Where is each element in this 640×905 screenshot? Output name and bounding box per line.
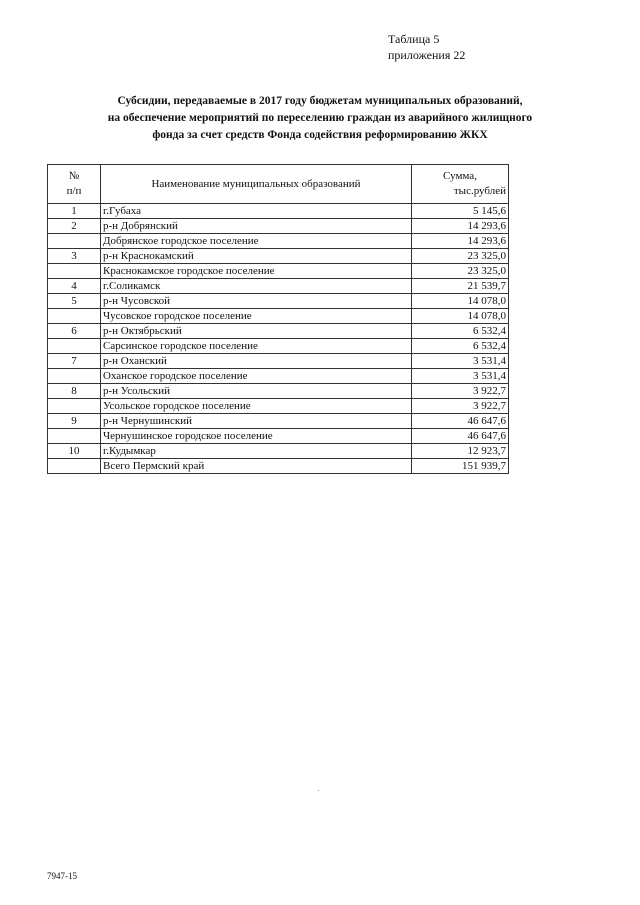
table-row [48, 324, 509, 339]
row-sum: 46 647,6 [412, 414, 509, 429]
subsidies-table [47, 164, 509, 474]
header-number-line-2: п/п [66, 185, 82, 197]
table-row [48, 459, 509, 474]
row-name: Краснокамское городское поселение [101, 264, 412, 279]
table-body [48, 204, 509, 474]
row-number: 3 [48, 249, 101, 264]
table-row [48, 444, 509, 459]
table-header-row [48, 165, 509, 204]
row-name: г.Губаха [101, 204, 412, 219]
row-sum: 3 922,7 [412, 384, 509, 399]
scan-speck [318, 790, 319, 791]
row-number: 6 [48, 324, 101, 339]
row-name: Чернушинское городское поселение [101, 429, 412, 444]
table-row [48, 309, 509, 324]
row-sum: 23 325,0 [412, 249, 509, 264]
row-sum: 14 078,0 [412, 309, 509, 324]
table-row [48, 249, 509, 264]
title-line-1: Субсидии, передаваемые в 2017 году бюджетам муниципальных образований, [117, 95, 523, 107]
row-name: Усольское городское поселение [101, 399, 412, 414]
row-sum: 14 293,6 [412, 234, 509, 249]
row-number [48, 459, 101, 474]
row-number: 10 [48, 444, 101, 459]
row-sum: 23 325,0 [412, 264, 509, 279]
table-row [48, 354, 509, 369]
table-row [48, 414, 509, 429]
row-name: Добрянское городское поселение [101, 234, 412, 249]
header-sum [412, 165, 509, 204]
row-sum: 3 531,4 [412, 369, 509, 384]
row-sum: 14 078,0 [412, 294, 509, 309]
header-number-line-1: № [68, 170, 80, 182]
header-sum-line-1: Сумма, [443, 170, 477, 182]
table-row [48, 234, 509, 249]
document-title [40, 93, 600, 144]
header-number [48, 165, 101, 204]
row-number: 9 [48, 414, 101, 429]
row-number [48, 309, 101, 324]
header-sum-line-2: тыс.рублей [453, 185, 506, 197]
row-sum: 46 647,6 [412, 429, 509, 444]
row-number [48, 264, 101, 279]
title-line-3: фонда за счет средств Фонда содействия реформированию ЖКХ [152, 129, 488, 141]
row-number [48, 339, 101, 354]
row-sum: 6 532,4 [412, 339, 509, 354]
row-name: р-н Усольский [101, 384, 412, 399]
row-name: Всего Пермский край [101, 459, 412, 474]
header-name: Наименование муниципальных образований [101, 165, 412, 204]
row-name: Сарсинское городское поселение [101, 339, 412, 354]
table-row [48, 384, 509, 399]
row-number [48, 234, 101, 249]
document-code: 7947-15 [47, 871, 77, 881]
row-name: Оханское городское поселение [101, 369, 412, 384]
row-name: р-н Октябрьский [101, 324, 412, 339]
row-name: р-н Краснокамский [101, 249, 412, 264]
table-row [48, 339, 509, 354]
table-row [48, 429, 509, 444]
row-sum: 21 539,7 [412, 279, 509, 294]
row-number: 1 [48, 204, 101, 219]
row-sum: 3 531,4 [412, 354, 509, 369]
row-sum: 12 923,7 [412, 444, 509, 459]
row-sum: 6 532,4 [412, 324, 509, 339]
row-number: 2 [48, 219, 101, 234]
table-reference [388, 31, 465, 63]
row-name: р-н Оханский [101, 354, 412, 369]
row-number: 8 [48, 384, 101, 399]
row-number [48, 399, 101, 414]
row-name: р-н Добрянский [101, 219, 412, 234]
row-name: р-н Чусовской [101, 294, 412, 309]
row-sum: 5 145,6 [412, 204, 509, 219]
row-sum: 3 922,7 [412, 399, 509, 414]
row-name: Чусовское городское поселение [101, 309, 412, 324]
row-number: 4 [48, 279, 101, 294]
table-row [48, 264, 509, 279]
table-reference-line-2: приложения 22 [388, 48, 466, 62]
row-number [48, 369, 101, 384]
row-number [48, 429, 101, 444]
table-row [48, 204, 509, 219]
row-name: г.Соликамск [101, 279, 412, 294]
table-row [48, 279, 509, 294]
row-sum: 151 939,7 [412, 459, 509, 474]
title-line-2: на обеспечение мероприятий по переселению граждан из аварийного жилищного [107, 112, 533, 124]
table-row [48, 369, 509, 384]
table-reference-line-1: Таблица 5 [388, 32, 440, 46]
table-row [48, 294, 509, 309]
row-number: 5 [48, 294, 101, 309]
table-row [48, 399, 509, 414]
row-sum: 14 293,6 [412, 219, 509, 234]
row-name: р-н Чернушинский [101, 414, 412, 429]
row-number: 7 [48, 354, 101, 369]
table-row [48, 219, 509, 234]
row-name: г.Кудымкар [101, 444, 412, 459]
